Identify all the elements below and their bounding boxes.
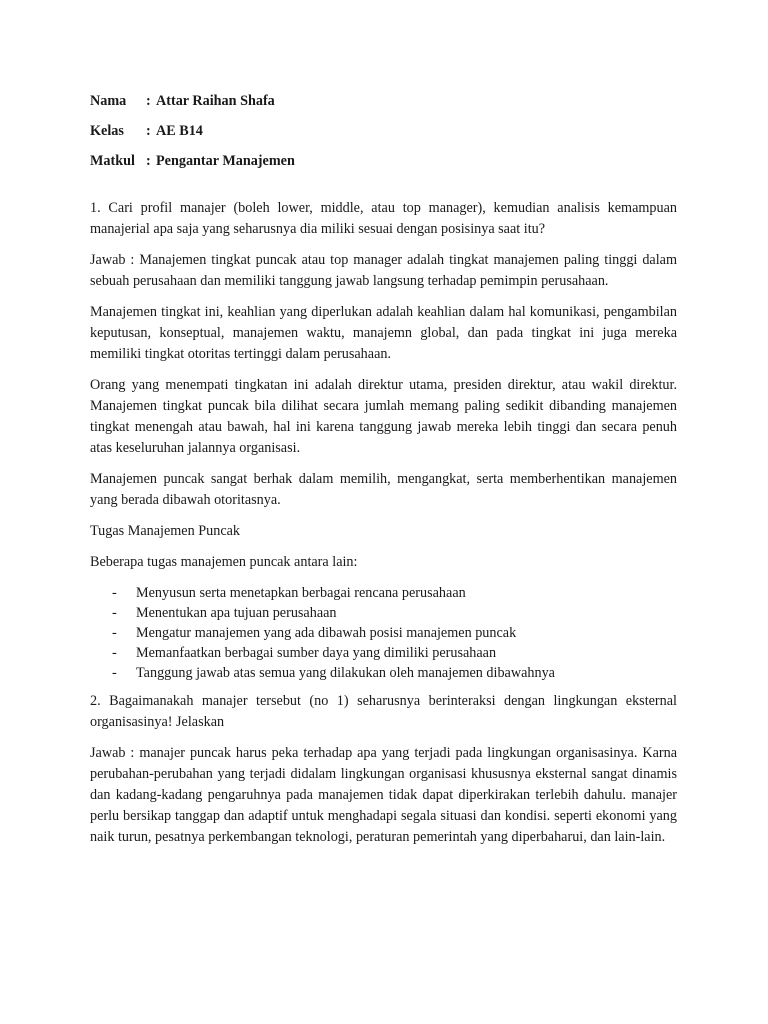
question-1: 1. Cari profil manajer (boleh lower, middle, atau top manager), kemudian analisis kemampuan manajerial apa saja yang seharusnya dia miliki sesuai dengan posisinya saat itu? (90, 200, 677, 237)
answer-1-paragraph-4: Manajemen puncak sangat berhak dalam memilih, mengangkat, serta memberhentikan manajemen yang berada dibawah otoritasnya. (90, 471, 677, 508)
bullet-dash: - (112, 585, 117, 601)
bullet-dash: - (112, 625, 117, 641)
header-kelas (90, 121, 677, 142)
nama-separator: : (146, 93, 151, 109)
list-item (90, 623, 677, 643)
question-2: 2. Bagaimanakah manajer tersebut (no 1) seharusnya berinteraksi dengan lingkungan eksternal organisasinya! Jelaskan (90, 693, 677, 730)
tugas-list (90, 583, 677, 683)
bullet-dash: - (112, 645, 117, 661)
document-content (90, 91, 677, 858)
kelas-label: Kelas (90, 123, 124, 139)
list-item (90, 643, 677, 663)
kelas-value: AE B14 (156, 123, 203, 139)
answer-2-paragraph-1: Jawab : manajer puncak harus peka terhadap apa yang terjadi pada lingkungan organisasinya. Karna perubahan-perubahan yang terjadi didalam lingkungan organisasi khususnya eksternal sangat dinamis dan kadang-kadang pengaruhnya pada manajemen tidak dapat diperkirakan terlebih dahulu. manajer perlu bersikap tanggap dan adaptif untuk menghadapi segala situasi dan kondisi. seperti ekonomi yang naik turun, pesatnya perkembangan teknologi, peraturan pemerintah yang diperbaharui, dan lain-lain. (90, 745, 677, 845)
matkul-label: Matkul (90, 153, 135, 169)
nama-value: Attar Raihan Shafa (156, 93, 275, 109)
answer-1-paragraph-2: Manajemen tingkat ini, keahlian yang diperlukan adalah keahlian dalam hal komunikasi, pengambilan keputusan, konseptual, manajemen waktu, manajemn global, dan pada tingkat ini juga mereka memiliki tingkat otoritas tertinggi dalam perusahaan. (90, 304, 677, 362)
answer-1-paragraph-3: Orang yang menempati tingkatan ini adalah direktur utama, presiden direktur, atau wakil direktur. Manajemen tingkat puncak bila dilihat secara jumlah memang paling sedikit dibanding manajemen tingkat menengah atau bawah, hal ini karena tanggung jawab mereka lebih tinggi dan secara penuh atas keseluruhan jalannya organisasi. (90, 377, 677, 456)
list-item-text: Mengatur manajemen yang ada dibawah posisi manajemen puncak (136, 625, 517, 641)
answer-1-paragraph-1: Jawab : Manajemen tingkat puncak atau top manager adalah tingkat manajemen paling tinggi dalam sebuah perusahaan dan memiliki tanggung jawab langsung terhadap pemimpin perusahaan. (90, 252, 677, 289)
nama-label: Nama (90, 93, 127, 109)
list-item (90, 583, 677, 603)
matkul-value: Pengantar Manajemen (156, 153, 295, 169)
list-item-text: Memanfaatkan berbagai sumber daya yang dimiliki perusahaan (136, 645, 497, 661)
kelas-separator: : (146, 123, 151, 139)
header-nama (90, 91, 677, 112)
list-item (90, 603, 677, 623)
list-item-text: Menyusun serta menetapkan berbagai rencana perusahaan (136, 585, 466, 601)
tugas-intro: Beberapa tugas manajemen puncak antara lain: (90, 554, 358, 570)
list-item (90, 663, 677, 683)
bullet-dash: - (112, 665, 117, 681)
bullet-dash: - (112, 605, 117, 621)
matkul-separator: : (146, 153, 151, 169)
header-matkul (90, 151, 677, 172)
tugas-title: Tugas Manajemen Puncak (90, 523, 241, 539)
list-item-text: Tanggung jawab atas semua yang dilakukan oleh manajemen dibawahnya (136, 665, 555, 681)
list-item-text: Menentukan apa tujuan perusahaan (136, 605, 337, 621)
